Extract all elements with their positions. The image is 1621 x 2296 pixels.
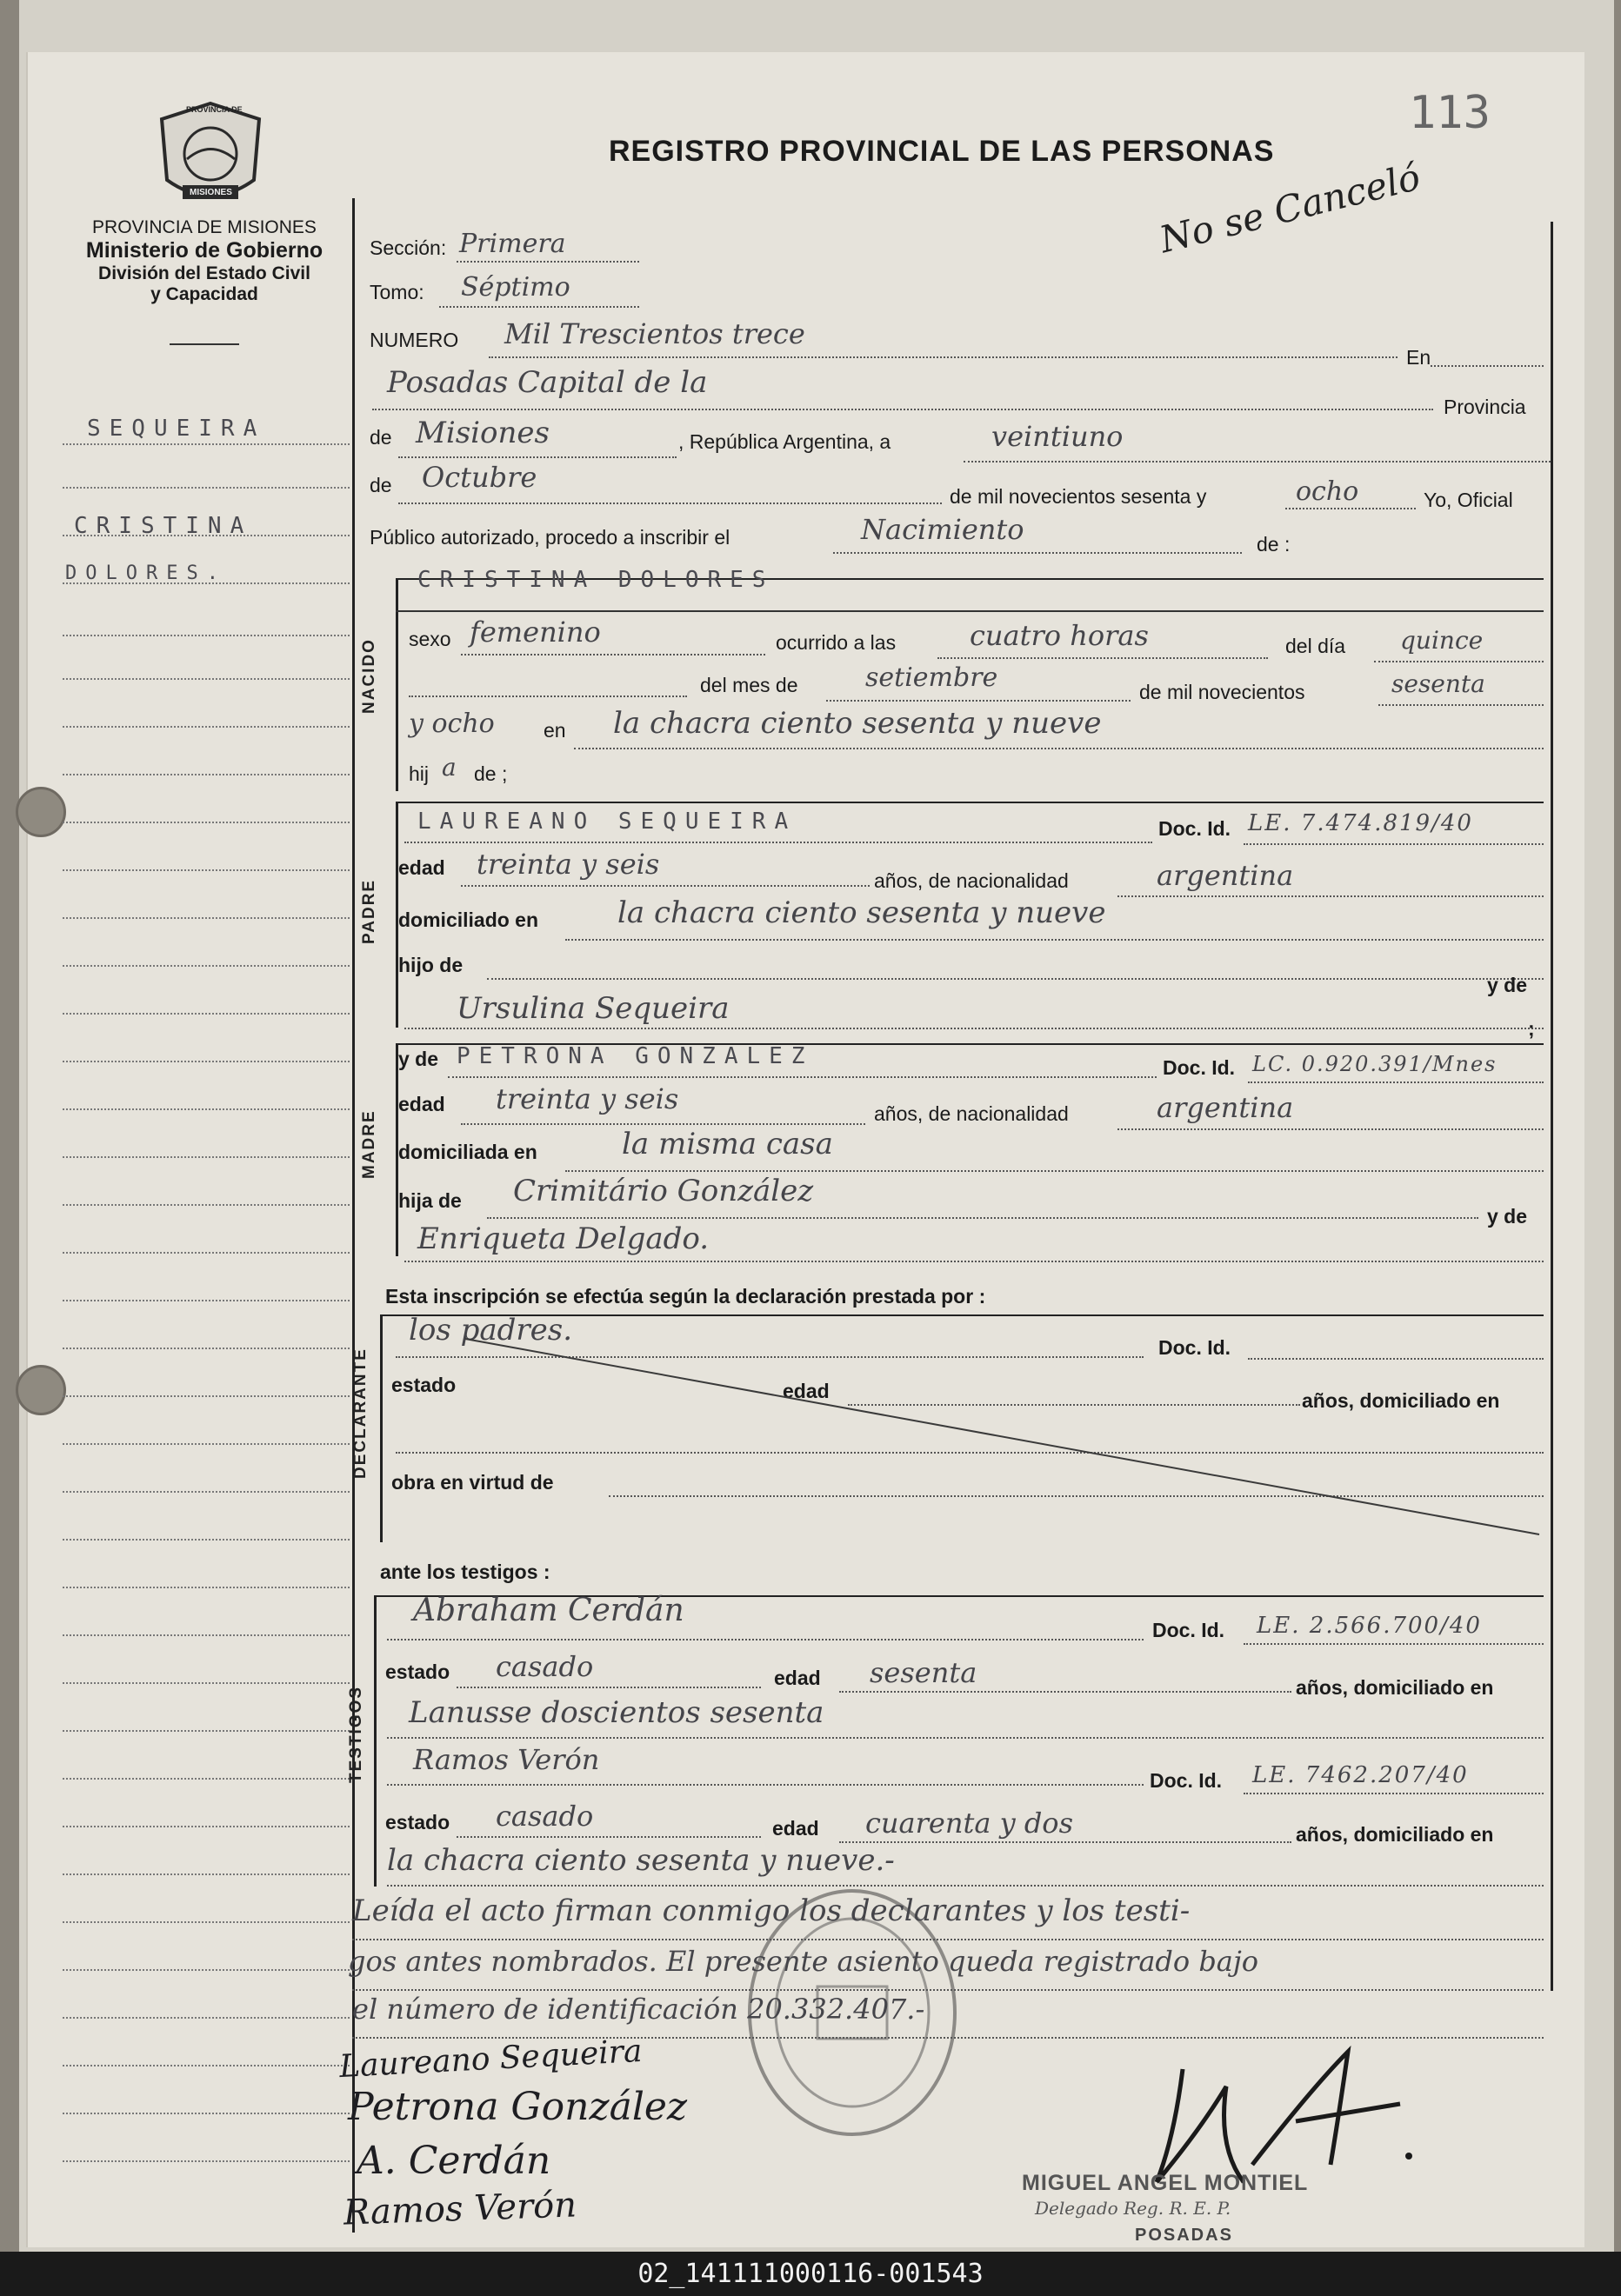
testigo2-doc-label: Doc. Id. xyxy=(1150,1769,1223,1792)
closing-rule-1 xyxy=(352,1939,1544,1940)
mes-pre-line xyxy=(409,695,687,697)
province-value: Misiones xyxy=(416,416,550,450)
de-label: de xyxy=(370,426,392,449)
seccion-value: Primera xyxy=(459,229,566,259)
yo-oficial-label: Yo, Oficial xyxy=(1424,489,1513,511)
testigo2-edad-value: cuarenta y dos xyxy=(865,1807,1073,1840)
padre-edad-value: treinta y seis xyxy=(477,848,660,881)
margin-given-name-2: DOLORES. xyxy=(65,562,227,584)
anio-value: sesenta xyxy=(1391,669,1485,698)
margin-given-name-1: CRISTINA xyxy=(74,513,253,539)
numero-value: Mil Trescientos trece xyxy=(504,317,805,350)
padre-dom-label: domiciliado en xyxy=(398,908,539,931)
mil-novecientos-label: de mil novecientos xyxy=(1139,681,1305,703)
madre-padre-line xyxy=(487,1217,1478,1219)
de2-label: de xyxy=(370,474,392,496)
de3-label: de : xyxy=(1257,533,1291,556)
anio-value-cont: y ocho xyxy=(409,709,495,739)
testigo2-anios-label: años, domiciliado en xyxy=(1296,1823,1494,1846)
testigo2-name: Ramos Verón xyxy=(413,1743,600,1776)
sexo-value: femenino xyxy=(470,616,601,649)
testigo1-estado-line xyxy=(457,1687,761,1688)
issuer-province: PROVINCIA DE MISIONES xyxy=(92,217,317,237)
nacido-label: NACIDO xyxy=(360,638,378,714)
mes-value: setiembre xyxy=(865,662,998,693)
padre-semicolon: ; xyxy=(1528,1017,1535,1040)
seccion-line xyxy=(457,261,639,263)
madre-dom-value: la misma casa xyxy=(622,1127,833,1161)
testigo1-edad-line xyxy=(839,1691,1291,1693)
madre-y-de-label-2: y de xyxy=(1487,1205,1528,1228)
testigo1-dom-line xyxy=(387,1737,1544,1739)
hij-label: hij xyxy=(409,762,430,785)
issuer-divider xyxy=(170,343,239,345)
madre-y-de-label: y de xyxy=(398,1048,439,1070)
madre-name: PETRONA GONZALEZ xyxy=(457,1043,814,1069)
issuer-division: División del Estado Civil xyxy=(98,263,310,283)
closing-line-2: gos antes nombrados. El presente asiento queda registrado bajo xyxy=(348,1945,1259,1978)
madre-name-line xyxy=(448,1076,1157,1078)
hij-suffix: a xyxy=(442,753,457,782)
testigos-bracket xyxy=(374,1595,377,1887)
margin-surname: SEQUEIRA xyxy=(87,416,266,442)
lugar-line xyxy=(574,748,1544,749)
padre-dom-line xyxy=(565,939,1544,941)
testigo2-doc-line xyxy=(1244,1793,1544,1794)
act-line xyxy=(833,552,1242,554)
publico-label: Público autorizado, procedo a inscribir el xyxy=(370,526,730,549)
testigo2-edad-label: edad xyxy=(772,1817,819,1840)
nacido-name-rule xyxy=(396,610,1544,612)
padre-hijo-line xyxy=(487,978,1544,980)
dia-value: quince xyxy=(1400,626,1484,655)
testigo1-name: Abraham Cerdán xyxy=(413,1593,684,1628)
issuer-capacity: y Capacidad xyxy=(150,284,258,304)
testigo1-dom-value: Lanusse doscientos sesenta xyxy=(409,1695,824,1730)
page-number: 113 xyxy=(1409,87,1491,139)
padre-nac-label: años, de nacionalidad xyxy=(874,869,1069,892)
padre-madre-value: Ursulina Sequeira xyxy=(457,991,730,1026)
register-title: REGISTRO PROVINCIAL DE LAS PERSONAS xyxy=(609,135,1275,168)
sexo-label: sexo xyxy=(409,628,451,650)
emblem-banner-text: MISIONES xyxy=(190,188,232,197)
hora-line xyxy=(937,657,1268,659)
padre-edad-label: edad xyxy=(398,856,445,879)
madre-dom-label: domiciliada en xyxy=(398,1141,537,1163)
testigo2-estado-label: estado xyxy=(385,1811,450,1833)
place-line xyxy=(372,409,1433,410)
padre-madre-line xyxy=(404,1028,1544,1029)
issuer-block xyxy=(52,217,357,305)
testigo2-dom-value: la chacra ciento sesenta y nueve.- xyxy=(387,1843,895,1878)
padre-doc-label: Doc. Id. xyxy=(1158,817,1231,840)
testigo1-doc-label: Doc. Id. xyxy=(1152,1619,1225,1641)
madre-edad-label: edad xyxy=(398,1093,445,1115)
testigo2-estado-line xyxy=(457,1836,761,1838)
closing-line-3: el número de identificación 20.332.407.- xyxy=(352,1993,925,2026)
hora-value: cuatro horas xyxy=(970,619,1149,652)
seccion-label: Sección: xyxy=(370,236,447,259)
image-caption: 02_141111000116-001543 xyxy=(0,2252,1621,2296)
declarante-strike-line xyxy=(396,1321,1544,1543)
padre-name: LAUREANO SEQUEIRA xyxy=(417,809,797,835)
provincial-emblem xyxy=(157,100,265,213)
official-stamp-name: MIGUEL ANGEL MONTIEL xyxy=(1022,2171,1309,2195)
testigo1-doc-line xyxy=(1244,1643,1544,1645)
testigos-intro: ante los testigos : xyxy=(380,1561,550,1583)
padre-doc-value: LE. 7.474.819/40 xyxy=(1248,810,1473,836)
padre-label: PADRE xyxy=(360,878,378,944)
tomo-line xyxy=(439,306,639,308)
month-line xyxy=(398,502,942,504)
day-line xyxy=(964,461,1551,463)
madre-madre-line xyxy=(404,1261,1544,1262)
declarante-anios-label: años, domiciliado en xyxy=(1302,1389,1500,1412)
mes-line xyxy=(826,700,1131,702)
madre-label: MADRE xyxy=(360,1109,378,1179)
nacido-name: CRISTINA DOLORES xyxy=(417,567,775,593)
madre-edad-line xyxy=(461,1123,865,1125)
mes-label: del mes de xyxy=(700,674,798,696)
month-value: Octubre xyxy=(422,461,537,494)
padre-nac-value: argentina xyxy=(1157,859,1294,892)
numero-line xyxy=(489,356,1398,358)
ocurrido-label: ocurrido a las xyxy=(776,631,897,654)
signature-witness-2: Ramos Verón xyxy=(343,2185,577,2233)
sexo-line xyxy=(461,654,765,656)
numero-label: NUMERO xyxy=(370,329,459,351)
declarante-edad-label: edad xyxy=(783,1380,830,1402)
signature-witness-1: A. Cerdán xyxy=(357,2139,551,2183)
testigo1-edad-label: edad xyxy=(774,1667,821,1689)
del-dia-label: del día xyxy=(1285,635,1346,657)
declarante-intro: Esta inscripción se efectúa según la declaración prestada por : xyxy=(385,1285,986,1308)
declarante-bracket xyxy=(380,1314,383,1542)
official-stamp-role: Delegado Reg. R. E. P. xyxy=(1035,2198,1231,2219)
declarante-obra-label: obra en virtud de xyxy=(391,1471,554,1494)
padre-doc-line xyxy=(1244,843,1544,845)
madre-nac-line xyxy=(1117,1128,1544,1130)
en-label: En xyxy=(1406,346,1431,369)
dia-line xyxy=(1374,661,1544,662)
binder-hole xyxy=(16,787,66,837)
mil-label: de mil novecientos sesenta y xyxy=(950,485,1207,508)
right-border xyxy=(1551,222,1553,1991)
testigo2-name-line xyxy=(387,1784,1144,1786)
declarante-estado-label: estado xyxy=(391,1374,457,1396)
closing-rule-2 xyxy=(352,1989,1544,1991)
place-value: Posadas Capital de la xyxy=(387,365,708,400)
testigo2-dom-line xyxy=(387,1885,1544,1887)
binder-hole xyxy=(16,1365,66,1415)
year-value: ocho xyxy=(1296,476,1359,507)
emblem-top-text: PROVINCIA DE xyxy=(186,105,243,114)
en-line xyxy=(1431,365,1544,367)
padre-top-rule xyxy=(396,802,1544,803)
madre-doc-label: Doc. Id. xyxy=(1163,1056,1236,1079)
closing-line-1: Leída el acto firman conmigo los declarantes y los testi- xyxy=(352,1893,1191,1928)
testigo2-edad-line xyxy=(839,1841,1291,1843)
padre-hijo-label: hijo de xyxy=(398,954,464,976)
tomo-value: Séptimo xyxy=(461,272,570,303)
tomo-label: Tomo: xyxy=(370,281,424,303)
anio-line xyxy=(1378,704,1544,706)
declarante-value: los padres. xyxy=(409,1313,573,1348)
issuer-ministry: Ministerio de Gobierno xyxy=(85,238,324,263)
madre-edad-value: treinta y seis xyxy=(496,1082,679,1115)
nacido-en-label: en xyxy=(544,719,566,742)
padre-dom-value: la chacra ciento sesenta y nueve xyxy=(617,895,1106,930)
province-line xyxy=(398,456,677,458)
cancel-annotation: No se Canceló xyxy=(1155,155,1424,262)
lugar-value: la chacra ciento sesenta y nueve xyxy=(613,706,1102,741)
hij-de-label: de ; xyxy=(474,762,508,785)
padre-name-line xyxy=(404,842,1152,843)
signature-official xyxy=(1122,2034,1435,2191)
madre-madre-value: Enriqueta Delgado. xyxy=(417,1221,710,1256)
testigo1-edad-value: sesenta xyxy=(870,1656,977,1689)
signature-declarant-2: Petrona González xyxy=(348,2085,688,2129)
official-stamp-city: POSADAS xyxy=(1135,2226,1233,2245)
testigo1-estado-value: casado xyxy=(496,1650,594,1683)
madre-doc-line xyxy=(1248,1081,1544,1083)
testigos-label: TESTIGOS xyxy=(347,1685,365,1783)
act-value: Nacimiento xyxy=(861,513,1024,546)
padre-nac-line xyxy=(1117,895,1544,897)
day-value: veintiuno xyxy=(991,420,1124,453)
testigo1-name-line xyxy=(387,1639,1144,1640)
declarante-label: DECLARANTE xyxy=(351,1348,370,1479)
padre-y-de-label: y de xyxy=(1487,974,1528,996)
testigo2-doc-value: LE. 7462.207/40 xyxy=(1252,1762,1469,1788)
madre-nac-label: años, de nacionalidad xyxy=(874,1102,1069,1125)
republica-label: , República Argentina, a xyxy=(678,430,891,453)
madre-nac-value: argentina xyxy=(1157,1091,1294,1124)
madre-hija-label: hija de xyxy=(398,1189,462,1212)
testigo2-estado-value: casado xyxy=(496,1800,594,1833)
testigo1-estado-label: estado xyxy=(385,1660,450,1683)
testigo1-doc-value: LE. 2.566.700/40 xyxy=(1257,1613,1482,1639)
madre-doc-value: LC. 0.920.391/Mnes xyxy=(1252,1052,1498,1076)
padre-edad-line xyxy=(461,885,870,887)
testigo1-anios-label: años, domiciliado en xyxy=(1296,1676,1494,1699)
year-line xyxy=(1285,508,1416,509)
declarante-doc-label: Doc. Id. xyxy=(1158,1336,1231,1359)
madre-dom-line xyxy=(565,1170,1544,1172)
madre-padre-value: Crimitário González xyxy=(513,1174,814,1208)
signature-declarant-1: Laureano Sequeira xyxy=(338,2033,644,2086)
provincia-label: Provincia xyxy=(1444,396,1526,418)
